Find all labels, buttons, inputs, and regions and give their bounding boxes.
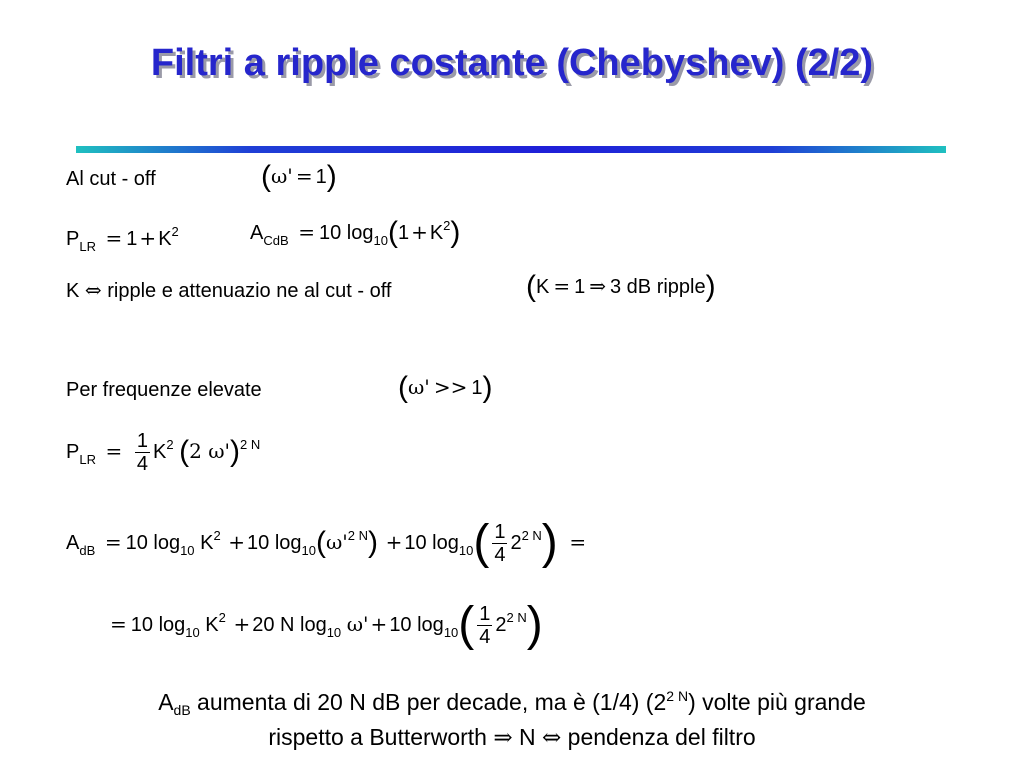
plr-equation: $P_{LR} = 1 + K^2$	[66, 224, 179, 254]
ripple-statement: K ⇔ ripple e attenuazio ne al cut - off	[66, 278, 392, 302]
plr-high-frequency: $P_{LR}$ = $\frac{1}{4}$ $K^2$ (2 ω')$^{2 N}$	[66, 430, 261, 475]
fraction-one-quarter: $\frac{1}{4}$	[479, 603, 491, 649]
acdb-equation: $A_{CdB} = 10$ $\log_{10}(1 + K^2)$	[250, 216, 461, 249]
high-frequency-label: Per frequenze elevate	[66, 379, 262, 401]
adb-expanded: = 10 $\log_{10} K^2 + 20$ N $\log_{10} \omega' + 10$ $\log_{10}$( $\frac{1}{4}$ $2^{2 N}$)	[110, 598, 543, 651]
slide-title: Filtri a ripple costante (Chebyshev) (2/2)	[150, 42, 874, 84]
conclusion-line-1: $A_{dB}$ aumenta di 20 N dB per decade, ma è (1/4) $(2^{2 N})$ volte più grande	[158, 688, 866, 718]
cutoff-condition: (ω' = 1)	[261, 160, 337, 193]
cutoff-label: Al cut - off	[66, 168, 156, 190]
ripple-example: (K = 1 ⇒ 3 dB ripple)	[526, 270, 716, 303]
title-divider	[76, 146, 946, 153]
high-frequency-condition: (ω' >> 1)	[398, 371, 493, 404]
fraction-one-quarter: $\frac{1}{4}$	[136, 430, 148, 475]
adb-equation: $A_{dB} = 10$ $\log_{10} K^2 + 10$ $\log_{10}(\omega'^{2 N}) + 10$ $\log_{10}$( $\frac{1}{4}$ $2^{2 N}$) =	[66, 516, 587, 569]
fraction-one-quarter: $\frac{1}{4}$	[494, 521, 506, 567]
conclusion-line-2: rispetto a Butterworth ⇒ N ⇔ pendenza del filtro	[268, 724, 756, 751]
